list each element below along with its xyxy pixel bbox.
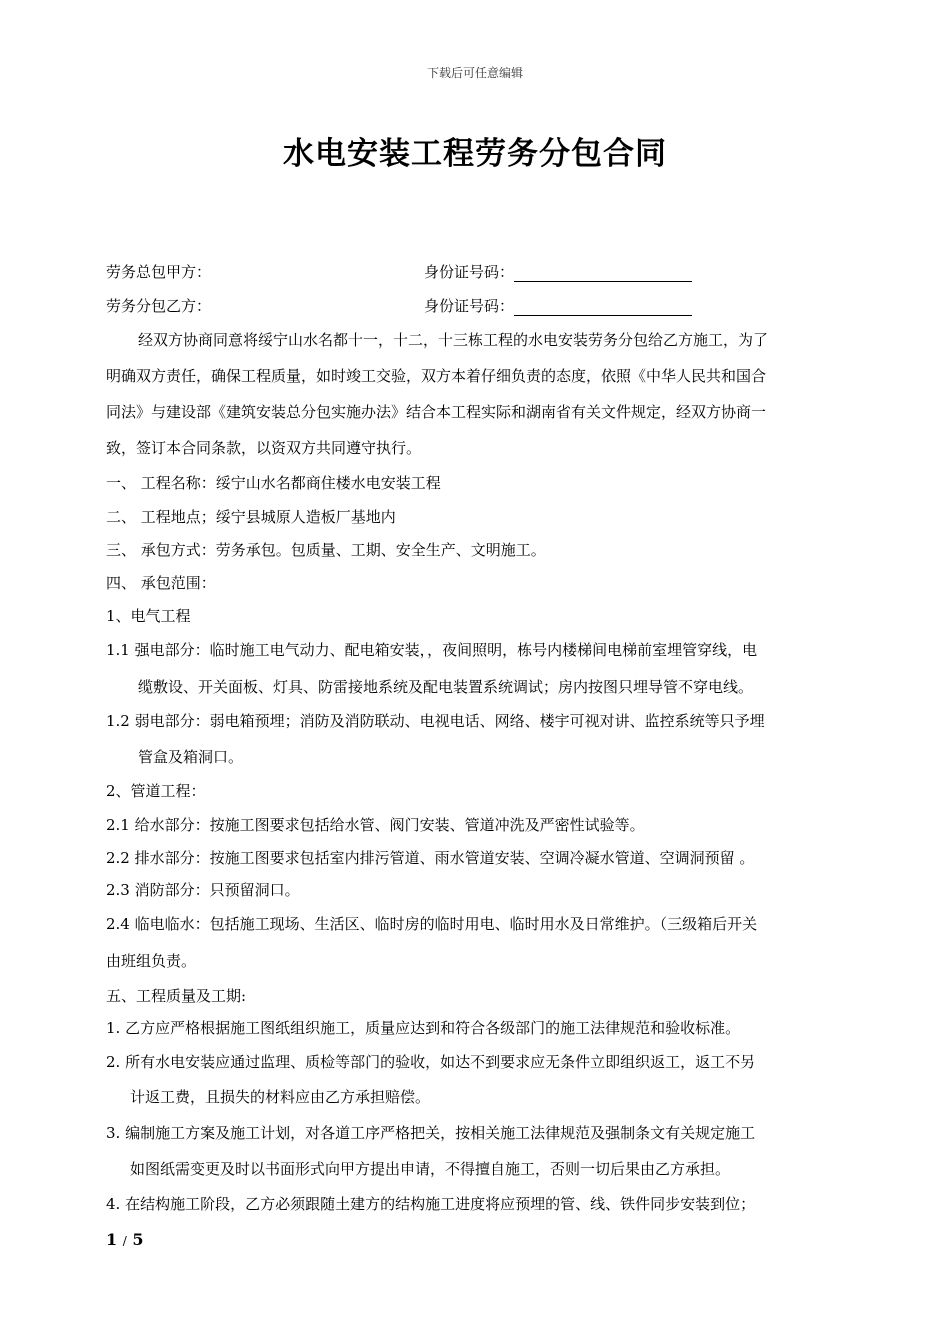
- party-a-id: [424, 262, 692, 282]
- clause-line: 3. 编制施工方案及施工计划，对各道工序严格把关，按相关施工法律规范及强制条文有关规定施工: [106, 1124, 756, 1142]
- clause-line: 1. 乙方应严格根据施工图纸组织施工，质量应达到和符合各级部门的施工法律规范和验收标准。: [106, 1019, 741, 1037]
- paragraph-line: 同法》与建设部《建筑安装总分包实施办法》结合本工程实际和湖南省有关文件规定，经双方协商一: [106, 403, 767, 421]
- paragraph-line: 明确双方责任，确保工程质量，如时竣工交验，双方本着仔细负责的态度，依照《中华人民共和国合: [106, 367, 767, 385]
- page-separator: /: [122, 1234, 127, 1248]
- party-b-id-blank: [514, 299, 692, 316]
- party-a-label: 劳务总包甲方：: [106, 263, 212, 281]
- clause-line: 计返工费，且损失的材料应由乙方承担赔偿。: [130, 1088, 431, 1106]
- clause-line: 4. 在结构施工阶段，乙方必须跟随土建方的结构施工进度将应预埋的管、线、铁件同步安装到位；: [106, 1195, 756, 1213]
- clause-line: 缆敷设、开关面板、灯具、防雷接地系统及配电装置系统调试；房内按图只埋导管不穿电线。: [138, 678, 754, 696]
- clause-line: 2. 所有水电安装应通过监理、质检等部门的验收，如达不到要求应无条件立即组织返工，返工不另: [106, 1053, 756, 1071]
- party-a-id-blank: [514, 265, 692, 282]
- clause-line: 2、管道工程：: [106, 782, 206, 800]
- clause-line: 2.2 排水部分：按施工图要求包括室内排污管道、雨水管道安装、空调冷凝水管道、空调洞预留 。: [106, 849, 755, 867]
- paragraph-line: 经双方协商同意将绥宁山水名都十一，十二，十三栋工程的水电安装劳务分包给乙方施工，为了: [138, 331, 769, 349]
- page-current: 1: [106, 1230, 118, 1249]
- clause-line: 管盒及箱洞口。: [138, 748, 244, 766]
- clause-line: 1.1 强电部分：临时施工电气动力、配电箱安装，，夜间照明，栋号内楼梯间电梯前室埋管穿线，电: [106, 641, 758, 659]
- clause-line: 由班组负责。: [106, 952, 197, 970]
- clause-line: 一、 工程名称：绥宁山水名都商住楼水电安装工程: [106, 474, 441, 492]
- party-a-id-label: 身份证号码：: [424, 263, 515, 281]
- clause-line: 五、工程质量及工期:: [106, 987, 247, 1005]
- page-total: 5: [132, 1230, 144, 1249]
- party-b-id: [424, 296, 692, 316]
- clause-line: 2.3 消防部分：只预留洞口。: [106, 881, 300, 899]
- clause-line: 2.1 给水部分：按施工图要求包括给水管、阀门安装、管道冲洗及严密性试验等。: [106, 816, 645, 834]
- paragraph-line: 致，签订本合同条款，以资双方共同遵守执行。: [106, 439, 422, 457]
- document-title: 水电安装工程劳务分包合同: [283, 136, 667, 172]
- clause-line: 如图纸需变更及时以书面形式向甲方提出申请，不得擅自施工，否则一切后果由乙方承担。: [130, 1160, 731, 1178]
- clause-line: 1、电气工程: [106, 607, 191, 625]
- page-indicator: [106, 1230, 143, 1249]
- party-b-label: 劳务分包乙方：: [106, 297, 212, 315]
- party-b-id-label: 身份证号码：: [424, 297, 515, 315]
- clause-line: 1.2 弱电部分：弱电箱预埋；消防及消防联动、电视电话、网络、楼宇可视对讲、监控系统等只予埋: [106, 712, 765, 730]
- clause-line: 二、 工程地点；绥宁县城原人造板厂基地内: [106, 508, 396, 526]
- page-header: 下载后可任意编辑: [426, 66, 523, 80]
- clause-line: 四、 承包范围：: [106, 574, 216, 592]
- clause-line: 2.4 临电临水：包括施工现场、生活区、临时房的临时用电、临时用水及日常维护。（三级箱后开关: [106, 915, 758, 933]
- clause-line: 三、 承包方式：劳务承包。包质量、工期、安全生产、文明施工。: [106, 541, 546, 559]
